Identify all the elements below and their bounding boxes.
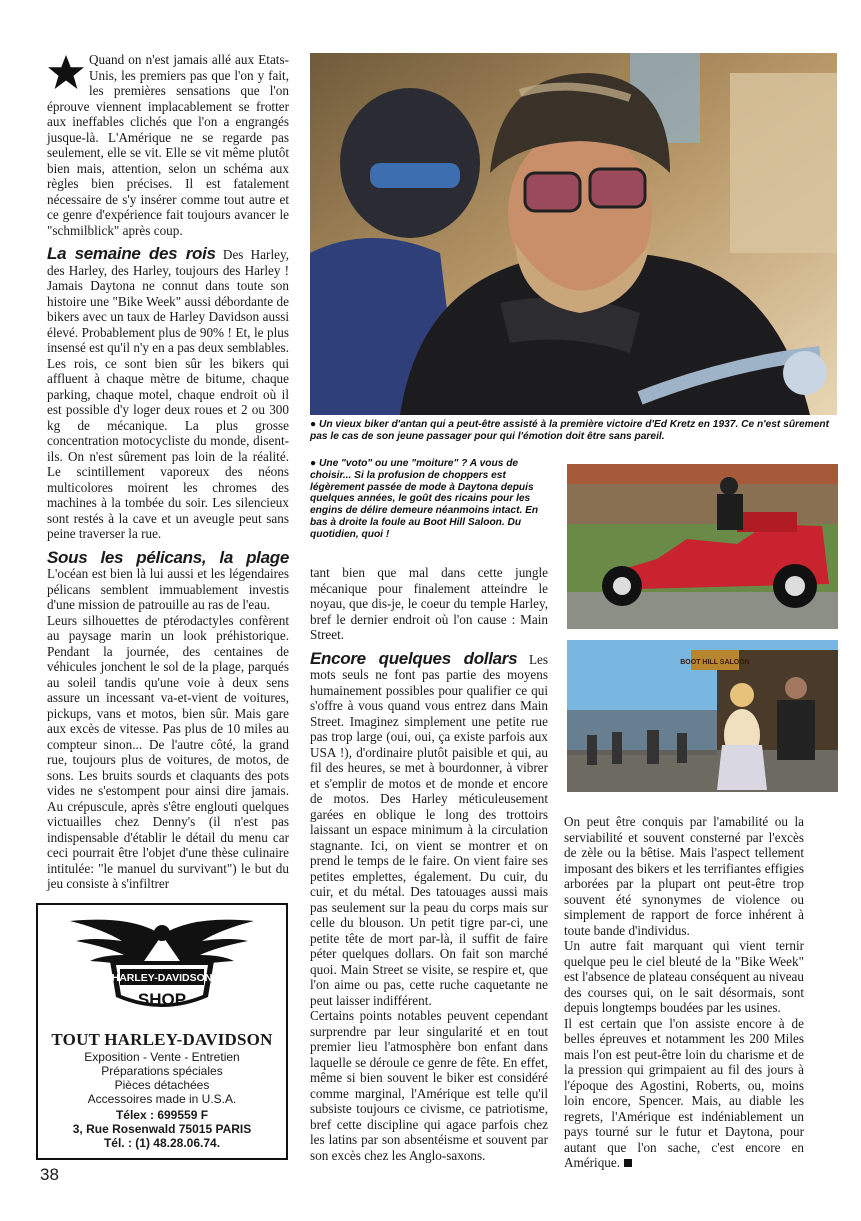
ad-telex: Télex : 699559 F bbox=[115, 1108, 209, 1122]
ad-title: TOUT HARLEY-DAVIDSON bbox=[51, 1030, 273, 1049]
article-column-2 bbox=[310, 565, 548, 1163]
main-photo-caption: ● Un vieux biker d'antan qui a peut-être assisté à la première victoire d'Ed Kretz en 1937. Ce n'est sûrement pas le cas de son jeune passager pour qui l'émotion doit être sans pareil. bbox=[310, 419, 830, 442]
col3-paragraph-3-text: Il est certain que l'on assiste encore à de belles épreuves et notamment les 200 Miles mais l'on est peut-être loin du charisme et de la pression qui grimpaient au fil des jours à l'époque des Agostini, Roberts, ou, moins loin encore, Spencer. Mais, au diable les regrets, l'Amérique est indéniablement un pays tourné sur le futur et Daytona, pour autant que l'on sache, c'est encore en Amérique. bbox=[564, 1015, 804, 1170]
page-number: 38 bbox=[40, 1165, 59, 1184]
section-heading-dollars: Encore quelques dollars bbox=[310, 648, 518, 668]
article-column-1 bbox=[47, 52, 289, 892]
ad-phone: Tél. : (1) 48.28.06.74. bbox=[103, 1136, 221, 1150]
section-3-text: Les mots seuls ne font pas partie des moyens humainement possibles pour qualifier ce qui s'offre à vous quand vous entrez dans Main Street. Imaginez simplement une petite rue pas trop large (oui, oui, ça existe parfois aux USA !), d'ordinaire plutôt paisible et qui, au fil des heures, se met à bourdonner, à vibrer et s'emplir de motos et de monde et encore de motos. Des Harley méticuleusement garées en oblique le long des trottoirs laissant un espace minimum à la circulation stagnante. Ici, on vient se montrer et on prend le temps de le faire. On vient faire ses petites emplettes, également. Du cuir, du cuir, et du métal. Des tatouages aussi mais pas seulement sur la peau du corps mais sur celle du blouson. Un petit tigre par-ci, une petite tête de mort par-là, il suffit de faire péter quelques dollars. On fait son marché quoi. Main Street se visite, se respire et, que l'on aime ou pas, cette ruche caquetante ne peut laisser indifférent. bbox=[310, 651, 549, 1008]
col2-paragraph-1: tant bien que mal dans cette jungle mécanique pour finalement atteindre le noyau, que dis-je, le coeur du temple Harley, bref le dernier endroit où l'on cause : Main Street. bbox=[310, 565, 548, 642]
boot-hill-saloon-photo bbox=[567, 640, 838, 792]
hotrod-photo bbox=[567, 464, 838, 629]
article-column-3 bbox=[564, 814, 804, 1171]
section-heading-rois: La semaine des rois bbox=[47, 244, 216, 263]
ad-address: 3, Rue Rosenwald 75015 PARIS bbox=[72, 1122, 252, 1136]
ad-line-2: Préparations spéciales bbox=[101, 1064, 223, 1078]
star-icon bbox=[47, 54, 85, 90]
harley-shop-ad bbox=[36, 903, 288, 1160]
section-1-text: Des Harley, des Harley, des Harley, toujours des Harley ! Jamais Daytona ne connut dans toute son histoire une "Bike Week" aussi débordante de bikers avec un taux de Harley Davidson aussi élevé. Probablement plus de 90% ! Et, le plus insensé est qu'il n'y en a pas deux semblables. Les rois, ce sont bien sûr les bikers qui affluent à chaque mètre de bitume, chaque parking, chaque motel, chaque endroit où il est possible d'y loger deux roues et 2 ou 300 kg de mécanique. La plus grosse concentration motocycliste du monde, disent-ils. On n'est sûrement pas loin de la réalité. Le scintillement vaporeux des néons multicolores moirent les chromes des machines à la tombée du soir. Les silencieux sont restés à la cave et un aveugle peut sans peine traverser la rue. bbox=[47, 247, 289, 541]
section-heading-plage: Sous les pélicans, la plage bbox=[47, 547, 289, 567]
end-mark-icon bbox=[624, 1159, 632, 1167]
second-photo-caption: ● Une "voto" ou une "moiture" ? A vous de choisir... Si la profusion de choppers est légèrement passée de mode à Daytona depuis quelques années, le goût des ricains pour les engins de délire demeure néanmoins intact. En bas à droite la foule au Boot Hill Saloon. Du quotidien, quoi ! bbox=[310, 458, 539, 540]
section-3-paragraph bbox=[310, 648, 549, 1009]
col2-paragraph-3: Certains points notables peuvent cependant surprendre par leur singularité et en tout premier lieu l'atmosphère bon enfant dans laquelle se déroule ce genre de fête. En effet, même si bien souvent le biker est considéré comme marginal, l'Amérique est telle qu'il subsiste toujours ce civisme, ce patriotisme, bref cette discipline qui agace parfois chez les latins par son absentéisme et souvent par son excès chez les Anglo-saxons. bbox=[310, 1008, 548, 1163]
section-1-paragraph bbox=[47, 246, 289, 542]
ad-line-3: Pièces détachées bbox=[114, 1078, 210, 1092]
logo-shop-text: SHOP bbox=[137, 990, 187, 1009]
old-biker-illustration bbox=[310, 53, 837, 415]
section-2-paragraph bbox=[47, 547, 289, 613]
intro-paragraph: Quand on n'est jamais allé aux Etats-Unis, les premiers pas que l'on y fait, les premières sensations que l'on éprouve viennent implacablement se frotter aux ineffables clichés que l'on a engrangés jusque-là. L'Amérique ne se regarde pas seulement, elle se vit. Elle se vit même plutôt bien mais, attention, selon un schéma aux règles bien précises. Il est fatalement nécessaire de s'y insérer comme tout autre et ce genre d'expérience fait toujours avancer le "schmilblick" après coup. bbox=[47, 52, 289, 238]
col3-paragraph-2: Un autre fait marquant qui vient ternir quelque peu le ciel bleuté de la "Bike Week" est l'absence de plateau conséquent au niveau des courses qui, on le sait désormais, sont depuis longtemps boudées par les usines. bbox=[564, 938, 804, 1015]
section-2-paragraph-b: Leurs silhouettes de ptérodactyles confèrent au paysage marin un look préhistorique. Pendant la journée, des centaines de véhicules jonchent le sol de la plage, parqués au soleil tandis qu'une voie à deux sens assure un incessant va-et-vient de voitures, pickups, vans et motos, bien sûr. Mais gare aux excès de vitesse. Pas plus de 10 miles au compteur sinon... De l'autre côté, la grand rue, toujours plus de voitures, de motos, de sons. Les bruits sourds et claquants des pots vides ne s'estompent pour ainsi dire jamais. Au crépuscule, après s'être englouti quelques victuailles chez Denny's (il n'est pas indispensable d'établir le détail du menu car ceci pourrait être l'objet d'une thèse culinaire intitulée: "le manuel du survivant") le but du jeu consiste à s'infiltrer bbox=[47, 612, 289, 891]
col3-paragraph-1: On peut être conquis par l'amabilité ou la serviabilité et souvent consterné par l'excès de zèle ou la bêtise. Mais l'aspect tellement imposant des bikers et les terrifiantes effigies arborées par la plupart ont peut-être trop souvent été synonymes de violence ou simplement de rapport de force inhérent à toute bande d'individus. bbox=[564, 814, 804, 938]
logo-top-text: HARLEY-DAVIDSON bbox=[111, 972, 213, 984]
harley-shop-logo-icon bbox=[62, 911, 262, 1023]
ad-line-1: Exposition - Vente - Entretien bbox=[84, 1050, 240, 1064]
col3-paragraph-3 bbox=[564, 1016, 804, 1171]
saloon-illustration bbox=[567, 640, 838, 792]
main-photo-old-biker bbox=[310, 53, 837, 415]
section-2-text-a: L'océan est bien là lui aussi et les légendaires pélicans semblent immuablement investis d'une mission de patrouille au ras de l'eau. bbox=[47, 566, 289, 612]
hotrod-illustration bbox=[567, 464, 838, 629]
saloon-sign: BOOT HILL SALOON bbox=[680, 659, 750, 666]
ad-line-4: Accessoires made in U.S.A. bbox=[87, 1092, 237, 1106]
